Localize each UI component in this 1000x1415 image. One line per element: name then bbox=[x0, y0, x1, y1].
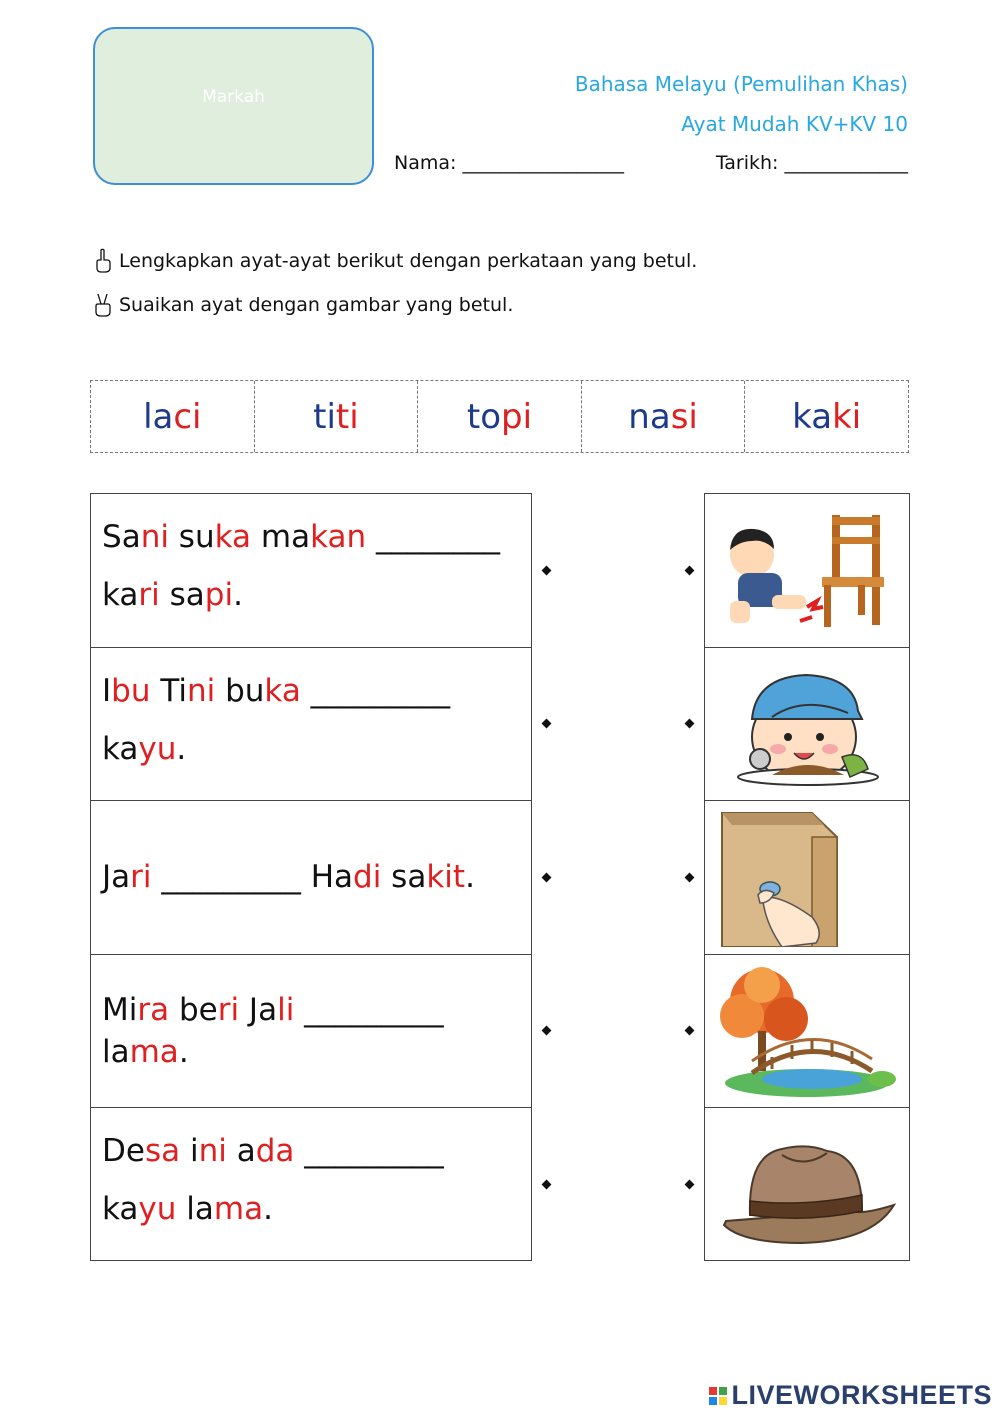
word-option[interactable]: to pi bbox=[418, 381, 582, 452]
instruction-1-text: Lengkapkan ayat-ayat berikut dengan perkataan yang betul. bbox=[119, 250, 698, 272]
drawer-icon bbox=[712, 807, 902, 947]
score-box bbox=[93, 27, 374, 185]
syllable: ri bbox=[138, 577, 160, 613]
sentence-table bbox=[90, 493, 532, 1261]
syllable: _________ bbox=[300, 672, 451, 709]
syllable: S bbox=[102, 519, 122, 555]
topic-title: Ayat Mudah KV+KV 10 bbox=[681, 112, 908, 136]
word-option[interactable]: ka ki bbox=[792, 396, 862, 437]
syllable: ma bbox=[213, 1191, 264, 1228]
picture-cell[interactable] bbox=[705, 648, 909, 802]
syllable: ra bbox=[137, 991, 170, 1028]
word-bank bbox=[90, 380, 909, 453]
syllable: kan bbox=[310, 519, 367, 555]
match-dot-left[interactable] bbox=[542, 719, 552, 729]
picture-cell[interactable] bbox=[705, 1108, 909, 1262]
syllable: la bbox=[176, 1191, 214, 1228]
syllable: sa bbox=[144, 1133, 181, 1170]
syllable: a bbox=[226, 1133, 256, 1170]
syllable: . bbox=[465, 859, 475, 896]
syllable: _________ bbox=[151, 859, 311, 896]
word-option[interactable]: la ci bbox=[91, 381, 255, 452]
syllable: _________ bbox=[294, 991, 444, 1028]
picture-table bbox=[704, 493, 910, 1261]
picture-cell[interactable] bbox=[705, 801, 909, 955]
subject-title: Bahasa Melayu (Pemulihan Khas) bbox=[574, 72, 908, 96]
syllable: ni bbox=[198, 1133, 227, 1170]
syllable: da bbox=[255, 1133, 295, 1170]
liveworksheets-logo bbox=[709, 1380, 992, 1411]
syllable: . bbox=[178, 1033, 189, 1070]
hat-icon bbox=[712, 1115, 902, 1255]
syllable: Ja bbox=[102, 859, 131, 896]
match-dot-left[interactable] bbox=[542, 566, 552, 576]
syllable: ri bbox=[217, 991, 240, 1028]
sentence-line-2 bbox=[102, 566, 521, 624]
syllable: T bbox=[150, 672, 179, 709]
word-option[interactable]: ti ti bbox=[255, 381, 419, 452]
syllable: kit bbox=[426, 859, 466, 896]
match-dot-left[interactable] bbox=[542, 873, 552, 883]
syllable: De bbox=[102, 1133, 145, 1170]
date-field[interactable]: Tarikh: _____________ bbox=[715, 152, 908, 174]
instruction-2-text: Suaikan ayat dengan gambar yang betul. bbox=[119, 294, 514, 316]
boy-hurt-foot-icon bbox=[712, 505, 902, 635]
syllable: ________ bbox=[366, 519, 500, 555]
sentence-line-1 bbox=[102, 989, 521, 1031]
word-option[interactable]: na si bbox=[582, 381, 746, 452]
pointing-hand-icon bbox=[93, 248, 113, 274]
syllable: sa bbox=[381, 859, 427, 896]
match-dot-left[interactable] bbox=[542, 1026, 552, 1036]
picture-cell[interactable] bbox=[705, 955, 909, 1109]
sentence-row[interactable] bbox=[91, 648, 531, 802]
syllable: bu bbox=[111, 672, 151, 709]
syllable: Ha bbox=[310, 859, 354, 896]
syllable: ka bbox=[264, 672, 301, 709]
bridge-icon bbox=[712, 961, 902, 1101]
syllable: _________ bbox=[294, 1133, 444, 1170]
syllable: ni bbox=[140, 519, 169, 555]
match-dot-left[interactable] bbox=[542, 1180, 552, 1190]
syllable: ka bbox=[102, 1191, 139, 1228]
syllable: di bbox=[353, 859, 382, 896]
syllable: la bbox=[102, 1033, 130, 1070]
syllable: ka bbox=[102, 730, 139, 767]
syllable: a bbox=[121, 519, 141, 555]
syllable: ka bbox=[102, 577, 139, 613]
syllable: i bbox=[178, 672, 187, 709]
syllable: Mi bbox=[102, 991, 138, 1028]
sentence-line-1 bbox=[102, 508, 521, 566]
brand-name: LIVEWORKSHEETS bbox=[731, 1380, 992, 1410]
sentence-line-2 bbox=[102, 720, 521, 778]
syllable: bu bbox=[215, 672, 265, 709]
logo-grid-icon bbox=[709, 1387, 727, 1405]
syllable: pi bbox=[204, 577, 234, 613]
syllable: ma bbox=[251, 519, 311, 555]
picture-cell[interactable] bbox=[705, 494, 909, 648]
sentence-line-1 bbox=[102, 1122, 521, 1180]
match-dot-right[interactable] bbox=[685, 566, 695, 576]
syllable: yu bbox=[138, 730, 177, 767]
syllable: . bbox=[176, 730, 187, 767]
sentence-row[interactable] bbox=[91, 494, 531, 648]
syllable: I bbox=[102, 672, 112, 709]
syllable: yu bbox=[138, 1191, 177, 1228]
sentence-line-2 bbox=[102, 1180, 521, 1238]
syllable: Ja bbox=[239, 991, 278, 1028]
syllable: su bbox=[168, 519, 215, 555]
match-dot-right[interactable] bbox=[685, 1180, 695, 1190]
sentence-line-1 bbox=[102, 662, 521, 720]
instruction-2 bbox=[93, 292, 513, 318]
syllable: be bbox=[169, 991, 218, 1028]
sentence-row[interactable] bbox=[91, 955, 531, 1109]
syllable: . bbox=[263, 1191, 273, 1228]
sentence-line-1 bbox=[102, 848, 475, 906]
syllable: ni bbox=[186, 672, 216, 709]
syllable: ri bbox=[130, 859, 152, 896]
match-dot-right[interactable] bbox=[685, 1026, 695, 1036]
sentence-line-2 bbox=[102, 1031, 521, 1073]
syllable: . bbox=[233, 577, 243, 613]
syllable: ka bbox=[214, 519, 252, 555]
peace-hand-icon bbox=[93, 292, 113, 318]
syllable: sa bbox=[159, 577, 205, 613]
match-dot-right[interactable] bbox=[685, 719, 695, 729]
sentence-row[interactable] bbox=[91, 1108, 531, 1262]
boy-eating-icon bbox=[712, 659, 902, 789]
sentence-row[interactable] bbox=[91, 801, 531, 955]
syllable: ma bbox=[129, 1033, 179, 1070]
syllable: i bbox=[180, 1133, 199, 1170]
instruction-1 bbox=[93, 248, 697, 274]
syllable: li bbox=[277, 991, 295, 1028]
name-field[interactable]: Nama: _________________ bbox=[394, 152, 624, 174]
match-dot-right[interactable] bbox=[685, 873, 695, 883]
score-label: Markah bbox=[202, 87, 265, 107]
